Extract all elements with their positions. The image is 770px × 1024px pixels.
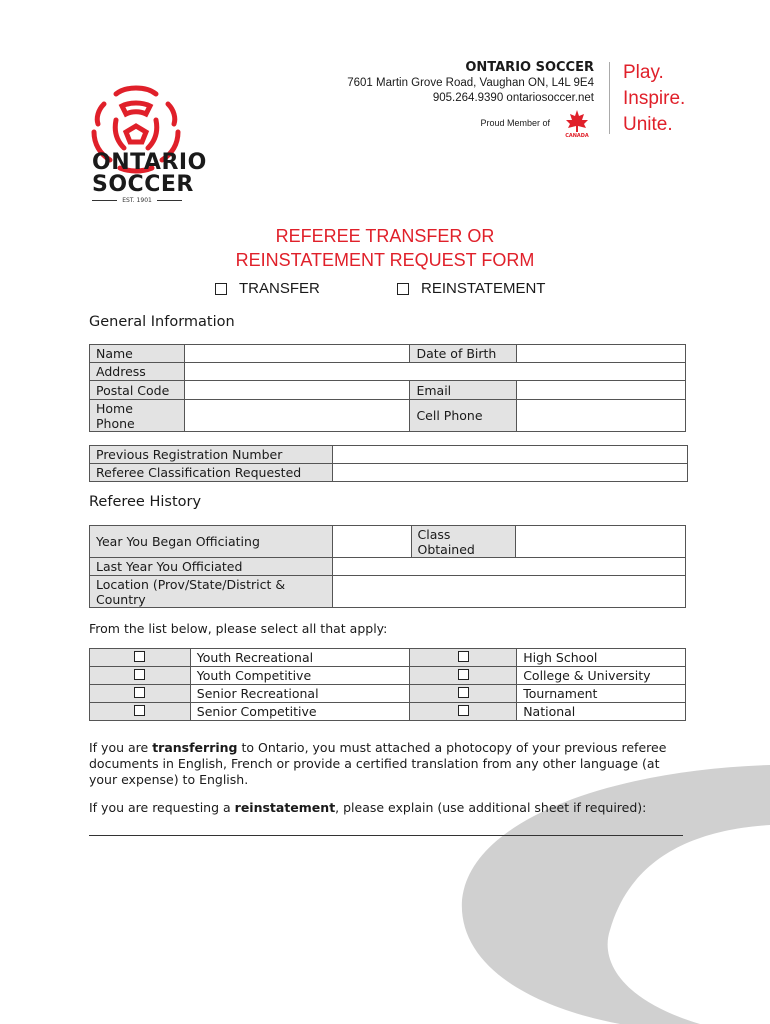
form-title-line1: REFEREE TRANSFER OR (275, 226, 495, 246)
org-address: 7601 Martin Grove Road, Vaughan ON, L4L 9E4 (347, 77, 594, 89)
location-field[interactable] (332, 576, 685, 608)
header-divider (609, 62, 610, 134)
youth-competitive-checkbox[interactable] (90, 667, 191, 685)
svg-text:CANADA: CANADA (565, 133, 589, 138)
category-label: National (517, 703, 686, 721)
class-obtained-field[interactable] (516, 526, 686, 558)
category-label: Youth Competitive (190, 667, 410, 685)
tagline-play: Play. (623, 62, 664, 83)
category-table (89, 648, 686, 721)
category-label: Senior Competitive (190, 703, 410, 721)
transfer-note: If you are transferring to Ontario, you must attached a photocopy of your previous referee documents in English, French or provide a certified translation from any other language (at your expense) to English. (89, 740, 667, 787)
general-info-table (89, 344, 686, 432)
registration-table (89, 445, 688, 482)
postal-code-field[interactable] (184, 381, 410, 400)
youth-recreational-checkbox[interactable] (90, 649, 191, 667)
senior-recreational-checkbox[interactable] (90, 685, 191, 703)
email-label: Email (410, 381, 517, 400)
category-label: High School (517, 649, 686, 667)
prev-registration-field[interactable] (332, 446, 687, 464)
home-phone-field[interactable] (184, 400, 410, 432)
home-phone-label: Home Phone (90, 400, 185, 432)
referee-history-heading: Referee History (89, 494, 202, 510)
national-checkbox[interactable] (410, 703, 517, 721)
dob-label: Date of Birth (410, 345, 517, 363)
class-obtained-label: Class Obtained (411, 526, 516, 558)
classification-requested-label: Referee Classification Requested (90, 464, 333, 482)
transfer-checkbox[interactable] (215, 283, 227, 295)
high-school-checkbox[interactable] (410, 649, 517, 667)
category-label: College & University (517, 667, 686, 685)
name-label: Name (90, 345, 185, 363)
logo-text-soccer: SOCCER (92, 172, 194, 197)
logo-established: EST. 1901 (92, 197, 182, 204)
senior-competitive-checkbox[interactable] (90, 703, 191, 721)
prev-registration-label: Previous Registration Number (90, 446, 333, 464)
org-name: ONTARIO SOCCER (465, 60, 594, 75)
logo-text-ontario: ONTARIO (92, 150, 207, 175)
reinstatement-label: REINSTATEMENT (421, 280, 546, 297)
category-label: Tournament (517, 685, 686, 703)
reinstatement-checkbox[interactable] (397, 283, 409, 295)
tagline-inspire: Inspire. (623, 88, 686, 109)
year-began-field[interactable] (332, 526, 411, 558)
reinstatement-option[interactable] (397, 280, 545, 297)
address-field[interactable] (184, 363, 685, 381)
tagline-unite: Unite. (623, 114, 673, 135)
explanation-line[interactable] (89, 835, 683, 836)
college-university-checkbox[interactable] (410, 667, 517, 685)
category-label: Senior Recreational (190, 685, 410, 703)
address-label: Address (90, 363, 185, 381)
canada-soccer-badge-icon (558, 108, 596, 138)
year-began-label: Year You Began Officiating (90, 526, 333, 558)
tournament-checkbox[interactable] (410, 685, 517, 703)
transfer-label: TRANSFER (239, 280, 320, 297)
cell-phone-field[interactable] (517, 400, 686, 432)
select-intro: From the list below, please select all that apply: (89, 621, 388, 636)
cell-phone-label: Cell Phone (410, 400, 517, 432)
last-year-field[interactable] (332, 558, 685, 576)
general-info-heading: General Information (89, 314, 235, 330)
classification-requested-field[interactable] (332, 464, 687, 482)
reinstatement-note: If you are requesting a reinstatement, please explain (use additional sheet if required): (89, 800, 647, 815)
proud-member-text: Proud Member of (480, 118, 550, 128)
email-field[interactable] (517, 381, 686, 400)
dob-field[interactable] (517, 345, 686, 363)
last-year-label: Last Year You Officiated (90, 558, 333, 576)
category-label: Youth Recreational (190, 649, 410, 667)
org-contact: 905.264.9390 ontariosoccer.net (432, 92, 594, 104)
location-label: Location (Prov/State/District & Country (90, 576, 333, 608)
form-title-line2: REINSTATEMENT REQUEST FORM (235, 250, 535, 270)
transfer-option[interactable] (215, 280, 320, 297)
referee-history-table (89, 525, 686, 608)
name-field[interactable] (184, 345, 410, 363)
postal-code-label: Postal Code (90, 381, 185, 400)
